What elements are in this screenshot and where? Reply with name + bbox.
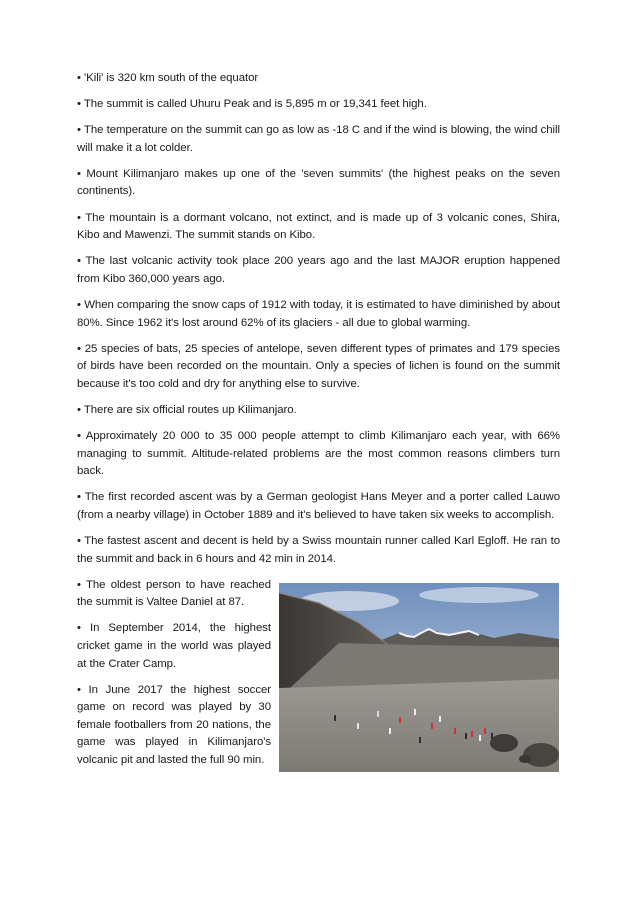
- fact-paragraph: • The mountain is a dormant volcano, not extinct, and is made up of 3 volcanic cones, Shira, Kibo and Mawenzi. The summit stands on Kibo.: [77, 211, 560, 242]
- side-fact-paragraph: • The oldest person to have reached the summit is Valtee Daniel at 87.: [77, 578, 271, 609]
- fact-paragraph: • 25 species of bats, 25 species of antelope, seven different types of primates and 179 species of birds have been recorded on the mountain. Only a species of lichen is found on the summit because it's too cold and dry for anything else to survive.: [77, 342, 560, 390]
- fact-paragraph: • 'Kili' is 320 km south of the equator: [77, 72, 259, 84]
- fact-paragraph: • The fastest ascent and decent is held by a Swiss mountain runner called Karl Egloff. He ran to the summit and back in 6 hours and 42 min in 2014.: [77, 534, 560, 565]
- crater-floor: [279, 679, 559, 772]
- side-fact-paragraph: • In June 2017 the highest soccer game on record was played by 30 female footballers from 20 nations, the game was played in Kilimanjaro's volcanic pit and lasted the full 90 min.: [77, 683, 271, 766]
- fact-paragraph: • When comparing the snow caps of 1912 with today, it is estimated to have diminished by about 80%. Since 1962 it's lost around 62% of its glaciers - all due to global warming.: [77, 298, 560, 329]
- bottom-section: [77, 577, 560, 807]
- side-fact-paragraph: • In September 2014, the highest cricket game in the world was played at the Crater Camp.: [77, 622, 271, 670]
- fact-paragraph: • Mount Kilimanjaro makes up one of the 'seven summits' (the highest peaks on the seven continents).: [77, 167, 560, 198]
- side-column: [77, 577, 271, 778]
- fact-paragraph: • There are six official routes up Kilimanjaro.: [77, 403, 297, 416]
- document-page: [77, 70, 560, 807]
- fact-paragraph: • The last volcanic activity took place 200 years ago and the last MAJOR eruption happened from Kibo 360,000 years ago.: [77, 255, 560, 285]
- fact-paragraph: • The first recorded ascent was by a German geologist Hans Meyer and a porter called Lauwo (from a nearby village) in October 1889 and it's believed to have taken six weeks to accomplish.: [77, 491, 560, 521]
- photo-illustration: [279, 583, 559, 772]
- fact-paragraph: • Approximately 20 000 to 35 000 people attempt to climb Kilimanjaro each year, with 66% managing to summit. Altitude-related problems are the most common reasons climbers turn back.: [77, 430, 560, 478]
- fact-paragraph: • The summit is called Uhuru Peak and is 5,895 m or 19,341 feet high.: [77, 98, 427, 111]
- boulder: [490, 734, 518, 752]
- crater-soccer-photo: [279, 583, 559, 772]
- boulder: [523, 743, 559, 767]
- fact-paragraph: • The temperature on the summit can go as low as -18 C and if the wind is blowing, the wind chill will make it a lot colder.: [77, 124, 560, 154]
